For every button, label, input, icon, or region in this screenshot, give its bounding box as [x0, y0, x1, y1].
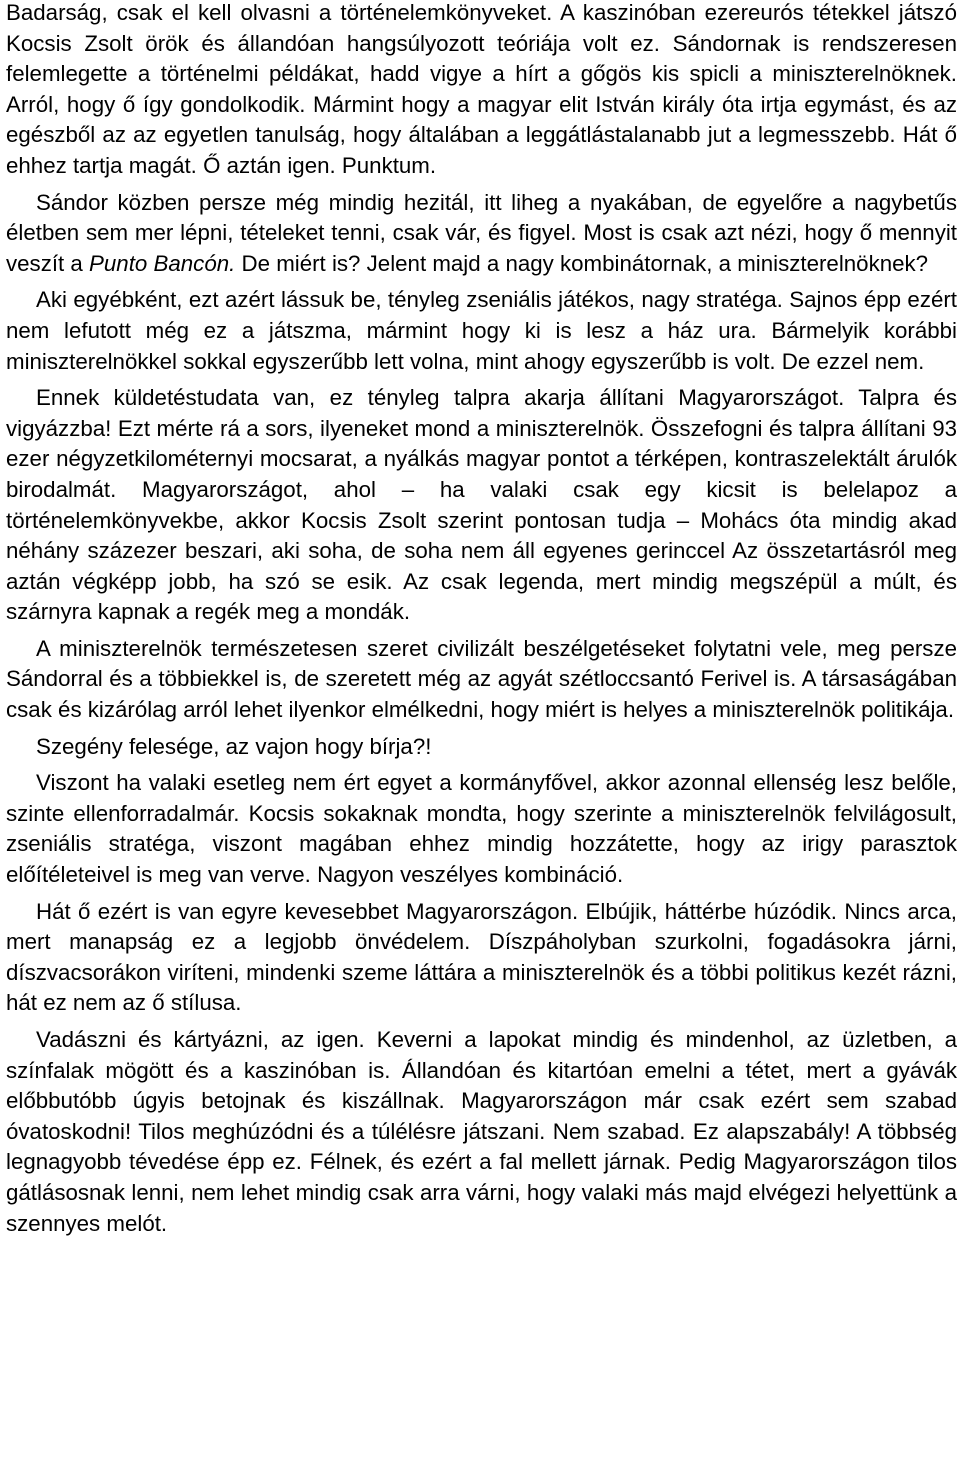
paragraph-8: Hát ő ezért is van egyre kevesebbet Magyarországon. Elbújik, háttérbe húzódik. Nincs arca, mert manapság ez a legjobb önvédelem. Díszpáholyban szurkolni, fogadásokra járni, díszvacsorákon viríteni, mindenki szeme láttára a miniszterelnök és a többi politikus kezét rázni, hát ez nem az ő stílusa. — [6, 898, 957, 1016]
paragraph-1: Badarság, csak el kell olvasni a történelemkönyveket. A kaszinóban ezereurós tétekkel játszó Kocsis Zsolt örök és állandóan hangsúlyozott teóriája volt ez. Sándornak is rendszeresen felemlegette a történelmi példákat, hadd vigye a hírt a gőgös kis spicli a miniszterelnöknek. Arról, hogy ő így gondolkodik. Mármint hogy a magyar elit István király óta irtja egymást, és az egészből az az egyetlen tanulság, hogy általában a leggátlástalanabb jut a legmesszebb. Hát ő ehhez tartja magát. Ő aztán igen. Punktum. — [6, 0, 957, 178]
paragraph-5: A miniszterelnök természetesen szeret civilizált beszélgetéseket folytatni vele, meg persze Sándorral és a többiekkel is, de szeretett még az agyát szétloccsantó Ferivel is. A társaságában csak és kizárólag arról lehet ilyenkor elmélkedni, hogy miért is helyes a miniszterelnök politikája. — [6, 635, 957, 723]
paragraph-2 — [6, 188, 957, 280]
paragraph-2-text-end: De miért is? Jelent majd a nagy kombinátornak, a miniszterelnöknek? — [235, 250, 929, 276]
paragraph-4: Ennek küldetéstudata van, ez tényleg talpra akarja állítani Magyarországot. Talpra és vigyázzba! Ezt mérte rá a sors, ilyeneket mond a miniszterelnök. Összefogni és talpra állítani 93 ezer négyzetkilométernyi mocsarat, a nyálkás magyar pontot a térképen, kontraszelektált árulók birodalmát. Magyarországot, ahol – ha valaki csak egy kicsit is belelapoz a történelemkönyvekbe, akkor Kocsis Zsolt szerint pontosan tudja – Mohács óta mindig akad néhány százezer beszari, aki soha, de soha nem áll egyenes gerinccel Az összetartásról meg aztán végképp jobb, ha szó se esik. Az csak legenda, mert mindig megszépül a múlt, és szárnyra kapnak a regék meg a mondák. — [6, 385, 957, 625]
paragraph-6: Szegény felesége, az vajon hogy bírja?! — [36, 733, 432, 759]
document-body — [6, 0, 957, 1239]
paragraph-2-text-start: Sándor közben persze még mindig hezitál, itt liheg a nyakában, de egyelőre a nagybetűs életben sem mer lépni, tételeket tenni, csak vár, és figyel. Most is csak azt nézi, hogy ő mennyit veszít a — [6, 189, 957, 276]
paragraph-7: Viszont ha valaki esetleg nem ért egyet a kormányfővel, akkor azonnal ellenség lesz belőle, szinte ellenforradalmár. Kocsis sokaknak mondta, hogy szerinte a miniszterelnök felvilágosult, zseniális stratéga, viszont magában ehhez mindig hozzátette, hogy az irigy parasztok előítéleteivel is meg van verve. Nagyon veszélyes kombináció. — [6, 770, 957, 888]
game-name-italic: Punto Bancón. — [89, 250, 236, 276]
paragraph-9: Vadászni és kártyázni, az igen. Keverni a lapokat mindig és mindenhol, az üzletben, a színfalak mögött és a kaszinóban is. Állandóan és kitartóan emelni a tétet, mert a gyávák előbbutóbb úgyis betojnak és kiszállnak. Magyarországon már csak ezért sem szabad óvatoskodni! Tilos meghúzódni és a túlélésre játszani. Nem szabad. Ez alapszabály! A többség legnagyobb tévedése épp ez. Félnek, és ezért a fal mellett járnak. Pedig Magyarországon tilos gátlásosnak lenni, nem lehet mindig csak arra várni, hogy valaki más majd elvégezi helyettünk a szennyes melót. — [6, 1027, 957, 1236]
paragraph-3: Aki egyébként, ezt azért lássuk be, tényleg zseniális játékos, nagy stratéga. Sajnos épp ezért nem lefutott még ez a játszma, mármint hogy ki is lesz a ház ura. Bármelyik korábbi miniszterelnökkel sokkal egyszerűbb lett volna, mint ahogy egyszerűbb is volt. De ezzel nem. — [6, 287, 957, 374]
